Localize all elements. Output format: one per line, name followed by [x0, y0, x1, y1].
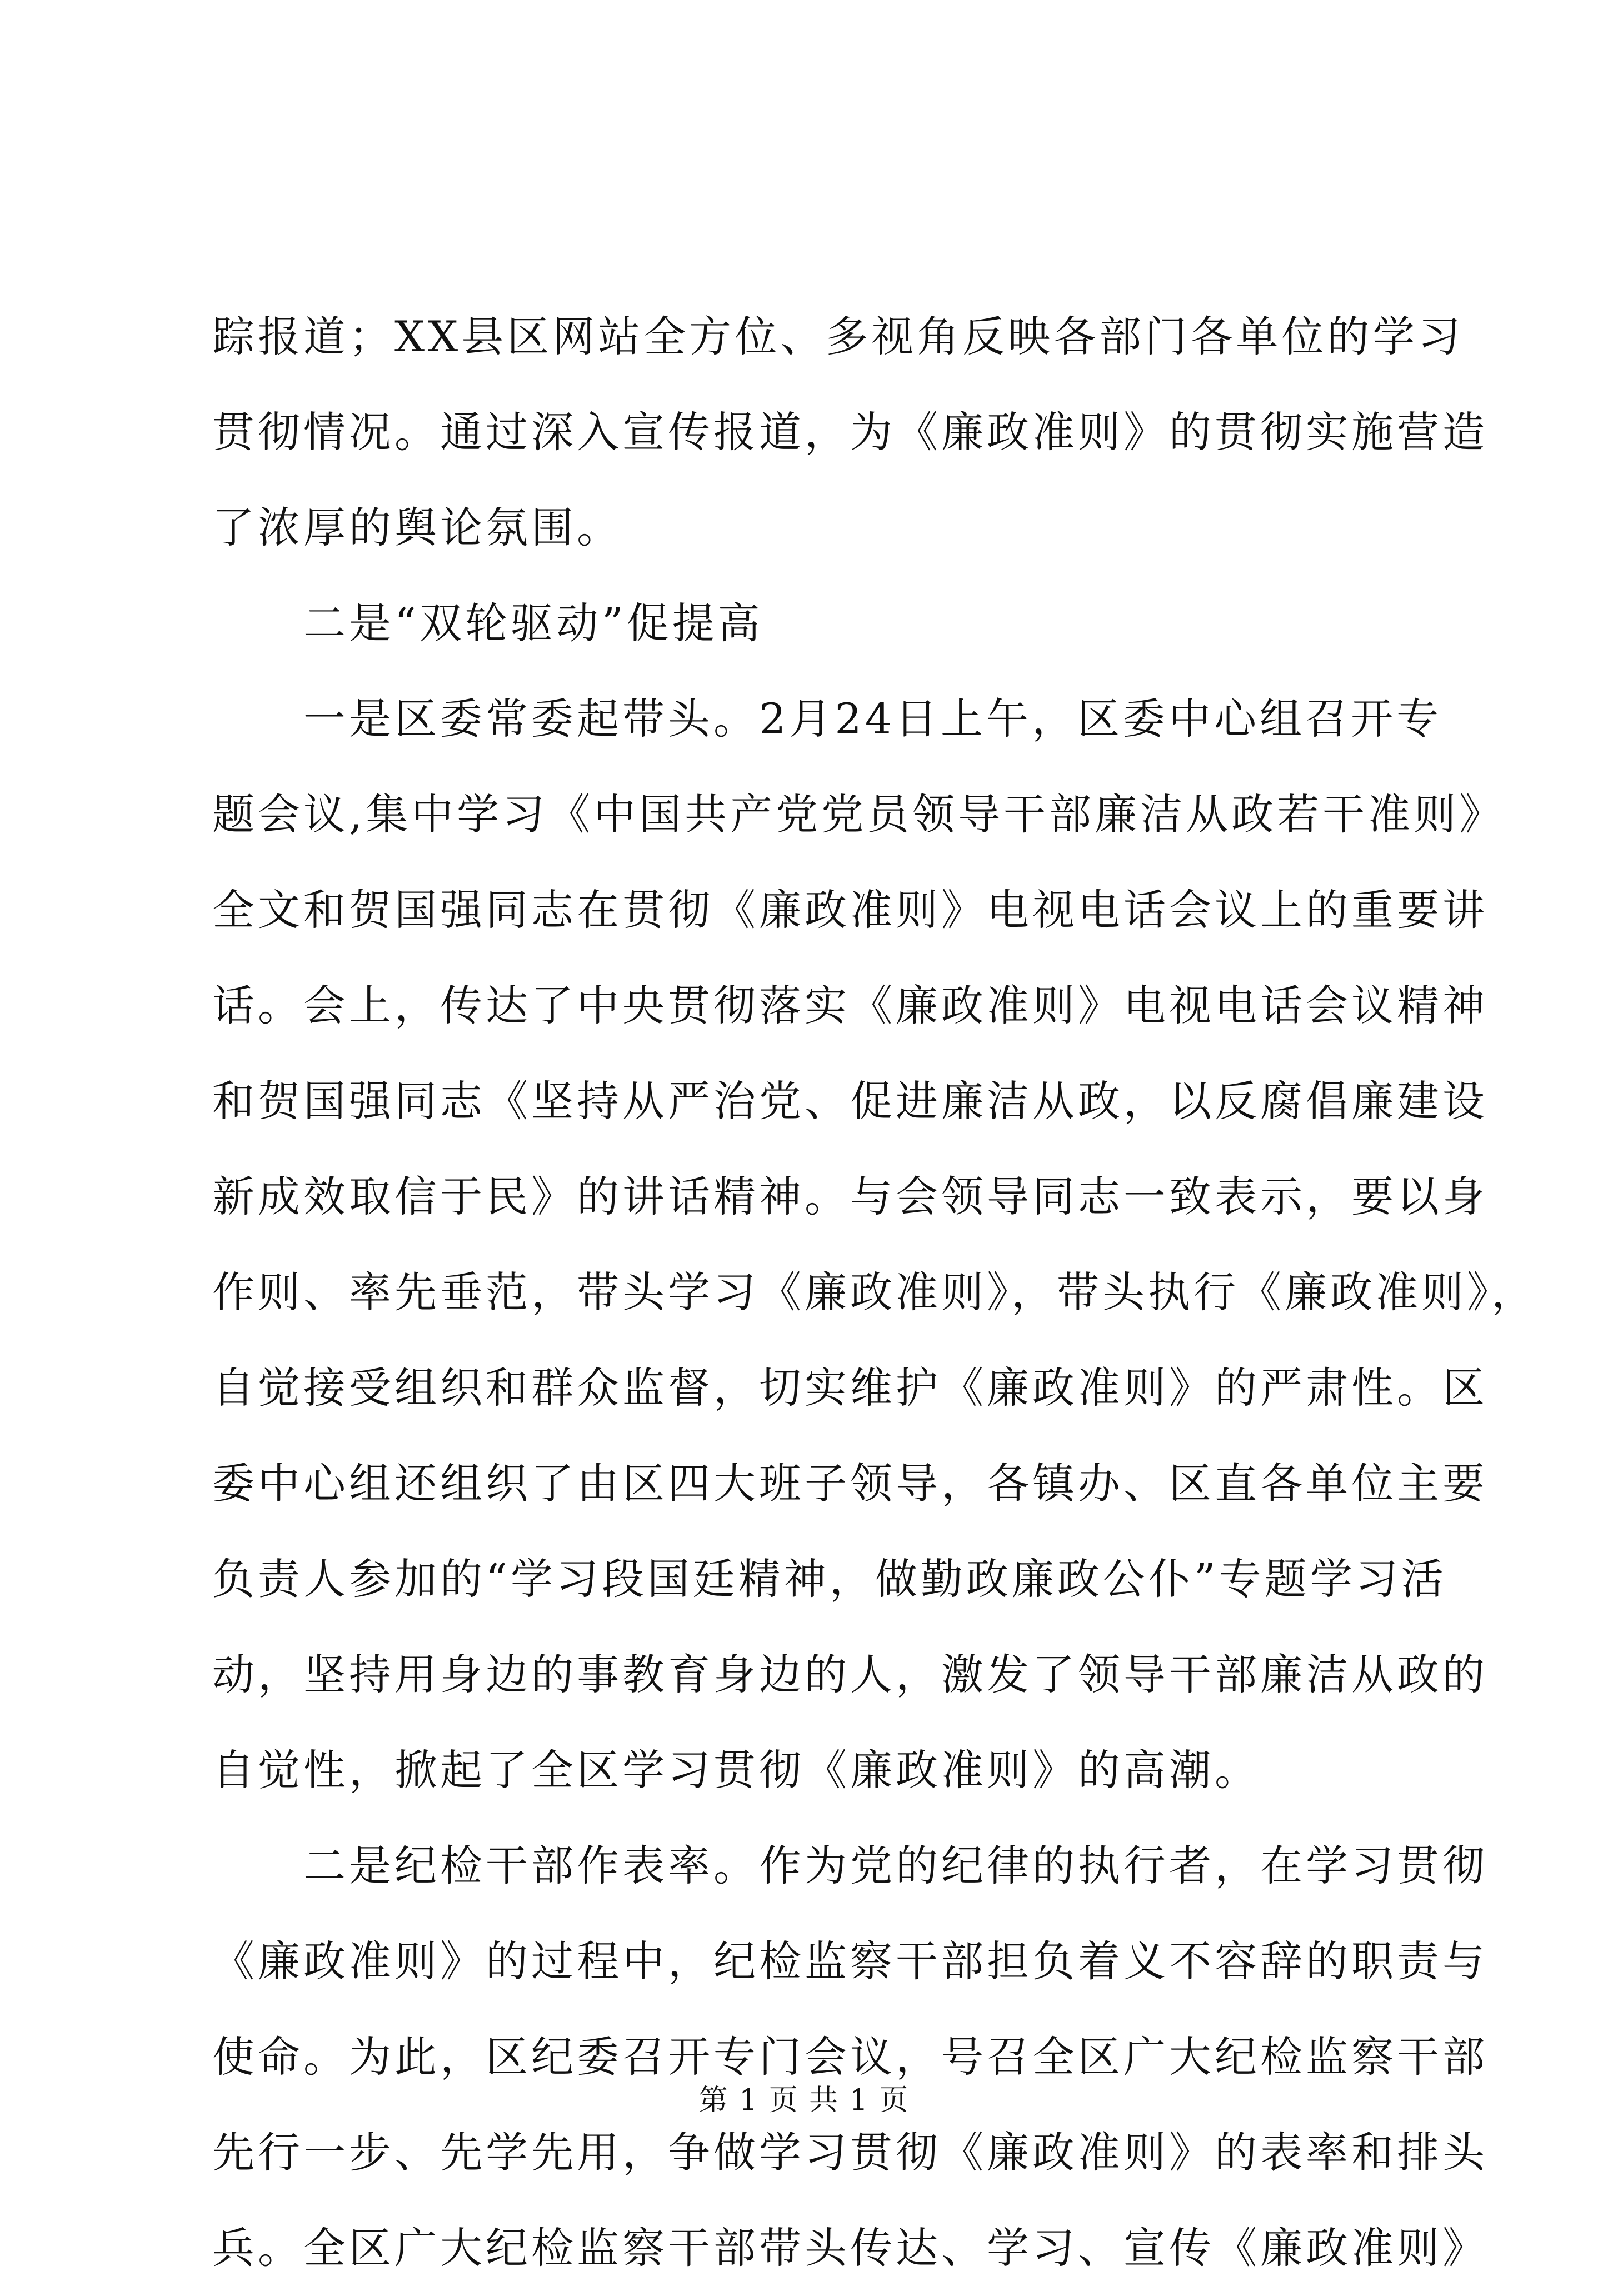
text-line: 兵。全区广大纪检监察干部带头传达、学习、宣传《廉政准则》: [212, 2223, 1488, 2273]
text-line: 负责人参加的“学习段国廷精神，做勤政廉政公仆”专题学习活: [212, 1554, 1447, 1604]
text-line: 贯彻情况。通过深入宣传报道，为《廉政准则》的贯彻实施营造: [212, 407, 1488, 457]
page-footer: 第 1 页 共 1 页: [698, 2084, 910, 2117]
text-line: 新成效取信于民》的讲话精神。与会领导同志一致表示，要以身: [212, 1172, 1488, 1221]
text-line: 话。会上，传达了中央贯彻落实《廉政准则》电视电话会议精神: [212, 981, 1488, 1030]
text-line: 动，坚持用身边的事教育身边的人，激发了领导干部廉洁从政的: [212, 1650, 1488, 1699]
text-line: 和贺国强同志《坚持从严治党、促进廉洁从政，以反腐倡廉建设: [212, 1076, 1488, 1126]
body-text: [212, 289, 1537, 2296]
text-line: 自觉接受组织和群众监督，切实维护《廉政准则》的严肃性。区: [212, 1363, 1488, 1412]
text-line: 了浓厚的舆论氛围。: [212, 503, 622, 552]
text-line: 作则、率先垂范，带头学习《廉政准则》，带头执行《廉政准则》，: [212, 1267, 1537, 1317]
text-line: 题会议,集中学习《中国共产党党员领导干部廉洁从政若干准则》: [212, 790, 1505, 839]
text-line: 踪报道；XX县区网站全方位、多视角反映各部门各单位的学习: [212, 312, 1464, 361]
text-line: 委中心组还组织了由区四大班子领导，各镇办、区直各单位主要: [212, 1459, 1488, 1508]
text-line: 先行一步、先学先用，争做学习贯彻《廉政准则》的表率和排头: [212, 2128, 1488, 2177]
text-line: 《廉政准则》的过程中，纪检监察干部担负着义不容辞的职责与: [212, 1936, 1488, 1986]
text-line: 二是纪检干部作表率。作为党的纪律的执行者，在学习贯彻: [303, 1841, 1488, 1890]
text-line: 全文和贺国强同志在贯彻《廉政准则》电视电话会议上的重要讲: [212, 885, 1488, 935]
text-line: 自觉性，掀起了全区学习贯彻《廉政准则》的高潮。: [212, 1745, 1260, 1795]
section-heading: 二是“双轮驱动”促提高: [303, 598, 763, 648]
text-line: 使命。为此，区纪委召开专门会议，号召全区广大纪检监察干部: [212, 2032, 1488, 2082]
text-line: 一是区委常委起带头。2月24日上午，区委中心组召开专: [303, 694, 1442, 743]
